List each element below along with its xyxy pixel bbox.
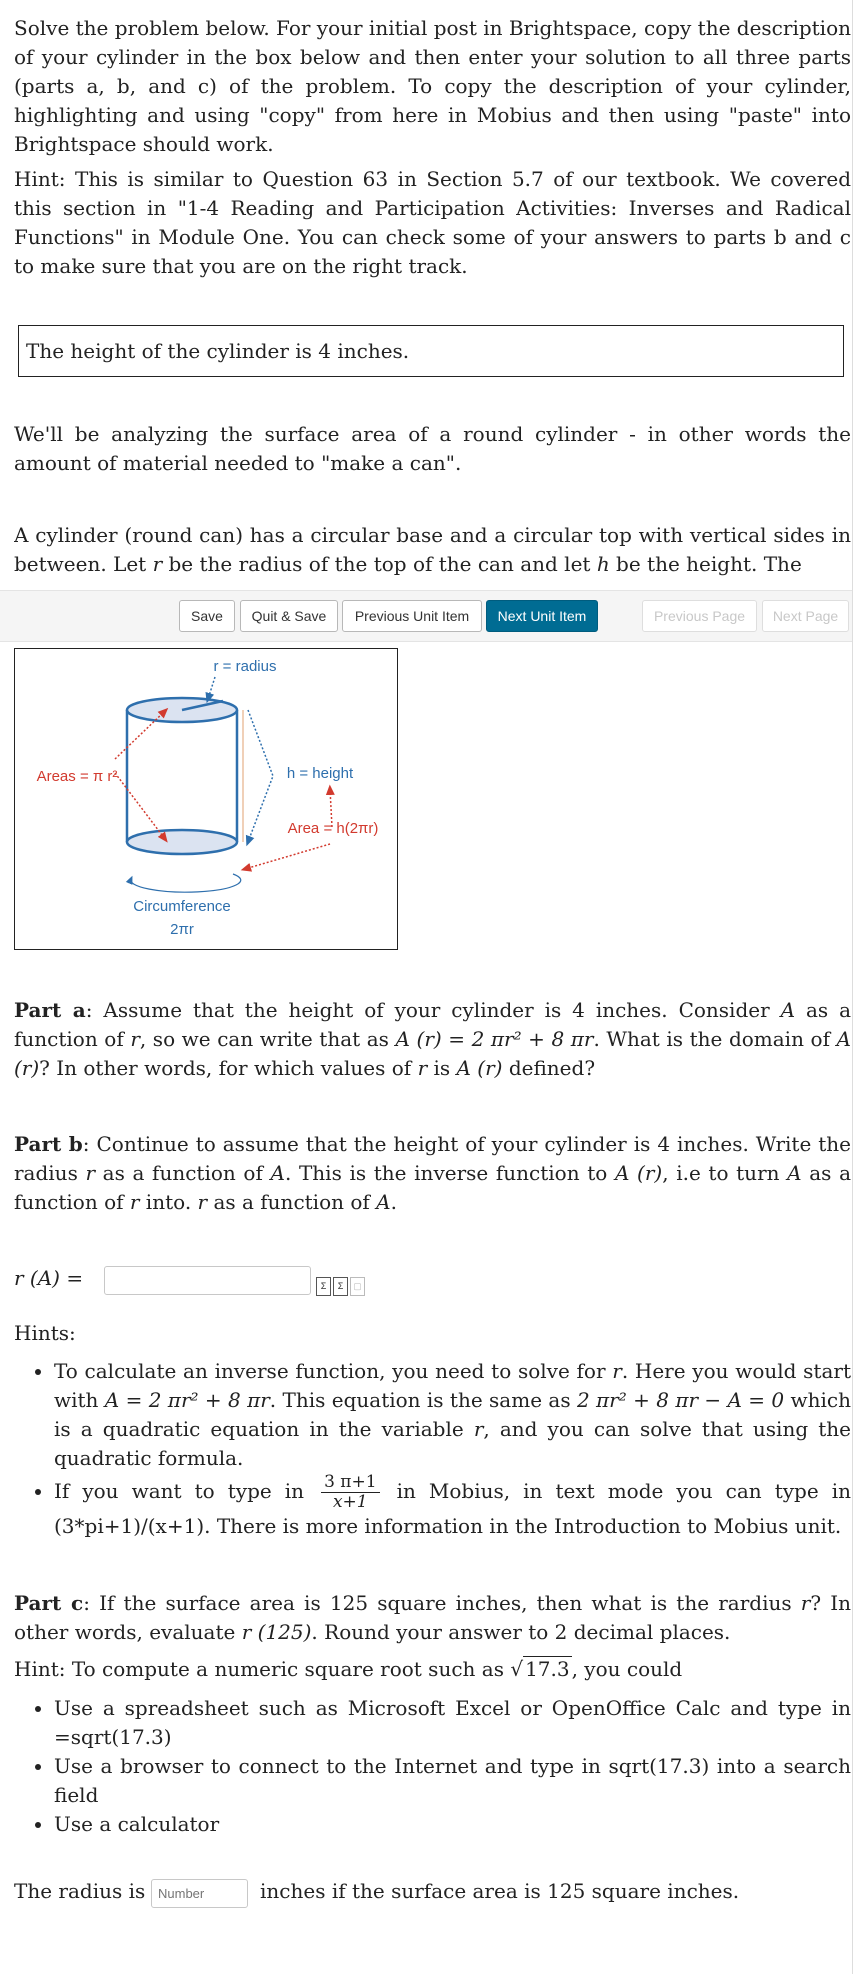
- circumference-formula: 2πr: [170, 921, 194, 938]
- option-browser: • Use a browser to connect to the Internet and type in sqrt(17.3) into a search field: [54, 1752, 851, 1810]
- navigation-toolbar: [0, 590, 852, 642]
- option-calculator: • Use a calculator: [54, 1810, 851, 1839]
- circumference-label: Circumference: [133, 898, 231, 915]
- preview-icon[interactable]: Σ: [333, 1277, 348, 1296]
- part-a-paragraph: Part a: Assume that the height of your cylinder is 4 inches. Consider A as a function of r, so we can write that as A (r) = 2 πr² + 8 πr. What is the domain of A (r)? In other words, for which values of r is A (r) defined?: [14, 998, 851, 1080]
- quit-save-button[interactable]: Quit & Save: [240, 600, 338, 632]
- hints-label: Hints:: [14, 1321, 76, 1345]
- bottom-area-arrow: [115, 773, 165, 839]
- part-c-paragraph: Part c: If the surface area is 125 square inches, then what is the rardius r? In other words, evaluate r (125). Round your answer to 2 decimal places.: [14, 1591, 851, 1644]
- instructions-paragraph: Solve the problem below. For your initial post in Brightspace, copy the description of your cylinder in the box below and then enter your solution to all three parts (parts a, b, and c) of the problem. To copy the description of your cylinder, highlighting and using "copy" from here in Mobius and then using "paste" into Brightspace should work.: [14, 16, 851, 156]
- radius-label: r = radius: [213, 658, 277, 675]
- syntax-check-icon[interactable]: ▢: [350, 1277, 365, 1296]
- cylinder-diagram: [14, 648, 398, 950]
- radius-arrow: [208, 677, 215, 699]
- hints-list: [14, 1357, 851, 1541]
- radius-answer-suffix: inches if the surface area is 125 square inches.: [260, 1879, 740, 1903]
- hint-typing-fractions: • If you want to type in $\frac{3 \pi+1}{x+1}$ in Mobius, in text mode you can type in (3*pi+1)/(x+1). There is more information in the Introduction to Mobius unit.: [54, 1473, 851, 1541]
- equation-editor-icon[interactable]: Σ: [316, 1277, 331, 1296]
- previous-unit-item-button[interactable]: Previous Unit Item: [342, 600, 482, 632]
- cylinder-intro-paragraph: A cylinder (round can) has a circular base and a circular top with vertical sides in between. Let r be the radius of the top of the can and let h be the height. The: [14, 523, 851, 576]
- part-b-paragraph: Part b: Continue to assume that the height of your cylinder is 4 inches. Write the radius r as a function of A. This is the inverse function to A (r), i.e to turn A as a function of r into. r as a function of A.: [14, 1132, 852, 1214]
- analysis-paragraph: We'll be analyzing the surface area of a round cylinder - in other words the amount of material needed to "make a can".: [14, 422, 851, 475]
- square-root-options-list: [14, 1694, 851, 1839]
- height-label: h = height: [286, 765, 354, 782]
- option-spreadsheet: • Use a spreadsheet such as Microsoft Excel or OpenOffice Calc and type in =sqrt(17.3): [54, 1694, 851, 1752]
- side-area-arrow: [245, 844, 330, 869]
- textbook-hint-paragraph: Hint: This is similar to Question 63 in Section 5.7 of our textbook. We covered this section in "1-4 Reading and Participation Activities: Inverses and Radical Functions" in Module One. You can check some of your answers to parts b and c to make sure that you are on the right track.: [14, 167, 851, 278]
- r-of-a-label: r (A) =: [14, 1266, 84, 1290]
- equation-editor-icons: [316, 1270, 368, 1292]
- hint-inverse-function: • To calculate an inverse function, you need to solve for r. Here you would start with A = 2 πr² + 8 πr. This equation is the same as 2 πr² + 8 πr − A = 0 which is a quadratic equation in the variable r, and you can solve that using the quadratic formula.: [54, 1357, 851, 1473]
- previous-page-button[interactable]: Previous Page: [642, 600, 757, 632]
- radius-answer-input[interactable]: [151, 1879, 248, 1908]
- next-page-button[interactable]: Next Page: [762, 600, 849, 632]
- height-bracket: [248, 710, 273, 842]
- square-root-hint: Hint: To compute a numeric square root such as √ 17.3 , you could: [14, 1657, 683, 1681]
- circumference-arc: [131, 874, 241, 892]
- cylinder-description-box: The height of the cylinder is 4 inches.: [18, 325, 844, 377]
- save-button[interactable]: Save: [179, 600, 235, 632]
- next-unit-item-button[interactable]: Next Unit Item: [486, 600, 598, 632]
- radius-answer-prefix: The radius is: [14, 1879, 146, 1903]
- cylinder-diagram-svg: [15, 649, 399, 951]
- r-of-a-input[interactable]: [104, 1266, 311, 1295]
- cylinder-shape: [127, 698, 243, 854]
- areas-label: Areas = π r²: [36, 768, 118, 785]
- side-area-label: Area = h(2πr): [287, 820, 379, 837]
- fraction-example: $\frac{3 \pi+1}{x+1}$: [321, 1473, 379, 1512]
